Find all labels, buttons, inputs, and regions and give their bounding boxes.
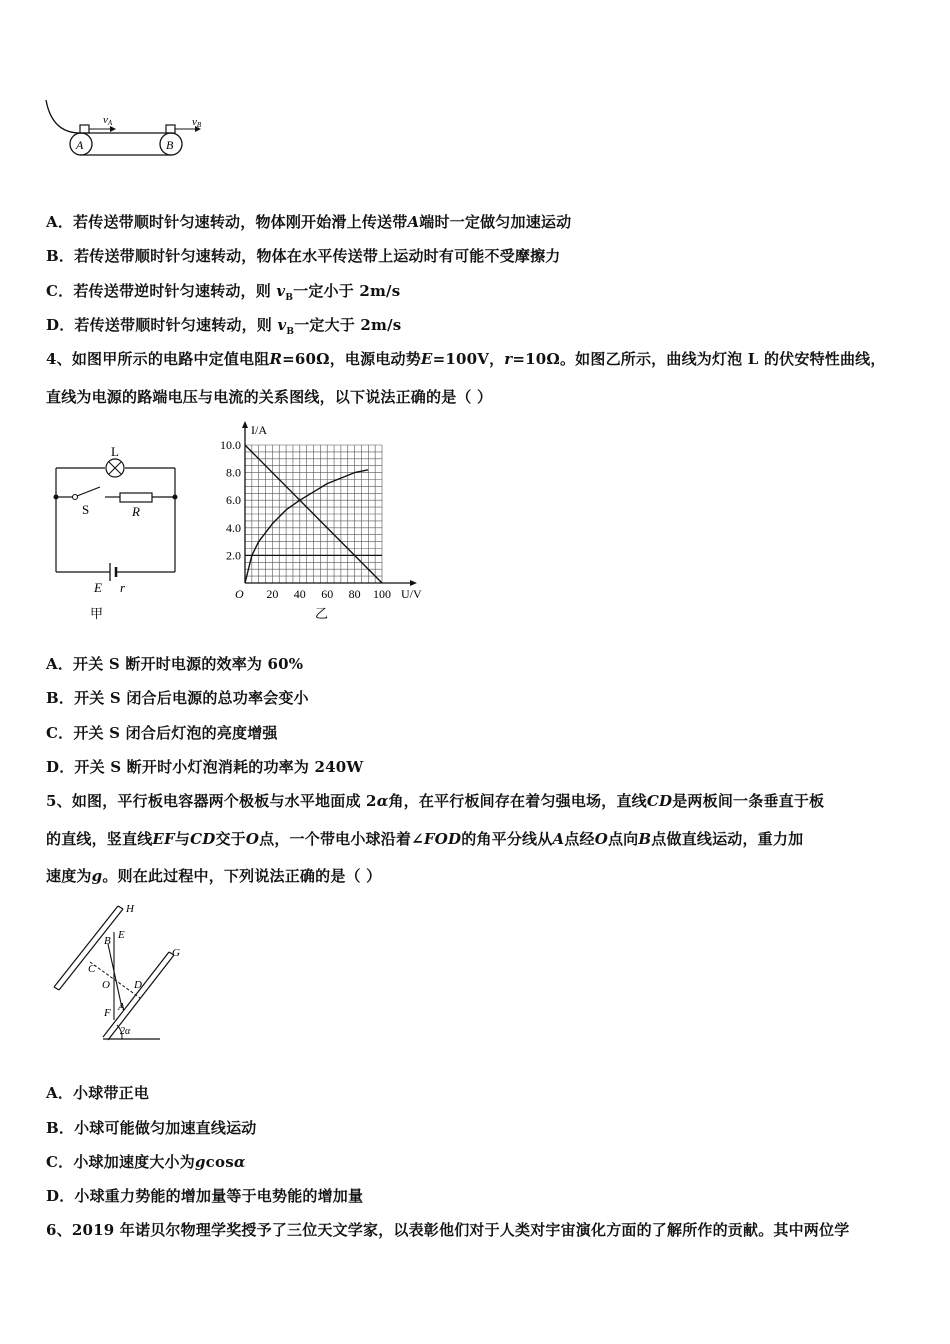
y-tick-label: 4.0 [226,520,241,535]
svg-text:O: O [102,979,110,991]
circuit-diagram [48,440,188,625]
resistor-label: R [132,504,140,519]
q5-stem-line2: 的直线，竖直线EF与CD交于O点，一个带电小球沿着∠FOD的角平分线从A点经O点向B点做直线运动，重力加 [46,830,804,848]
wheel-a-label: A [76,138,84,152]
q4-option-c: C．开关 S 闭合后灯泡的亮度增强 [46,724,278,742]
iv-chart [205,420,445,630]
q5-option-a: A．小球带正电 [46,1084,150,1102]
q5-stem-line3: 速度为g。则在此过程中，下列说法正确的是（ ） [46,867,382,885]
q5-option-c: C．小球加速度大小为gcosα [46,1153,246,1171]
wheel-b-label: B [166,138,174,152]
capacitor-figure [48,900,198,1045]
internal-resistance-label: r [120,580,126,595]
svg-text:C: C [88,963,96,975]
x-axis-label: U/V [401,587,422,601]
x-tick-label: 80 [348,587,361,601]
vb-label: v [192,116,197,128]
svg-text:D: D [134,979,142,991]
va-label: v [103,114,108,126]
switch-label: S [82,502,90,517]
circuit-caption: 甲 [90,607,104,622]
vb-sub: B [196,121,202,129]
q4-stem-line2: 直线为电源的路端电压与电流的关系图线，以下说法正确的是（ ） [46,388,493,406]
ramp-curve [46,100,80,133]
y-tick-label: 6.0 [226,493,241,508]
y-tick-label: 2.0 [226,548,241,563]
block-a [80,125,89,133]
svg-text:F: F [104,1007,111,1019]
y-tick-label: 8.0 [226,465,241,480]
x-tick-label: 40 [293,587,306,601]
y-tick-label: 10.0 [220,438,241,452]
emf-label: E [94,580,102,595]
q5-option-b: B．小球可能做匀加速直线运动 [46,1119,257,1137]
q4-stem-line1: 4、如图甲所示的电路中定值电阻R=60Ω，电源电动势E=100V，r=10Ω。如图乙所示，曲线为灯泡 L 的伏安特性曲线， [46,350,886,368]
q3-option-d: D．若传送带顺时针匀速转动，则 $v_B$一定大于 2m/s [46,316,402,337]
lamp-label: L [111,444,119,459]
x-tick-label: 60 [321,587,334,601]
svg-text:vA [103,114,113,127]
resistor-symbol [120,493,152,502]
q3-option-c: C．若传送带逆时针匀速转动，则 $v_B$一定小于 2m/s [46,282,401,303]
q6-stem-line1: 6、2019 年诺贝尔物理学奖授予了三位天文学家，以表彰他们对于人类对宇宙演化方面的了解所作的贡献。其中两位学 [46,1221,850,1239]
va-sub: A [107,119,113,127]
q3-option-a: A．若传送带顺时针匀速转动，物体刚开始滑上传送带A端时一定做匀加速运动 [46,213,572,231]
y-axis-label: I/A [251,423,267,437]
q3-option-b: B．若传送带顺时针匀速转动，物体在水平传送带上运动时有可能不受摩擦力 [46,247,561,265]
x-tick-label: 20 [266,587,279,601]
block-b [166,125,175,133]
svg-text:G: G [172,947,180,959]
svg-text:B: B [104,935,111,947]
q4-option-a: A．开关 S 断开时电源的效率为 60% [46,655,304,673]
q5-option-d: D．小球重力势能的增加量等于电势能的增加量 [46,1187,364,1205]
conveyor-belt-figure [40,95,220,165]
svg-text:2α: 2α [120,1026,131,1037]
svg-text:H: H [126,903,134,915]
svg-text:vB [192,116,202,129]
origin-label: O [235,587,244,601]
chart-caption: 乙 [315,607,329,622]
svg-text:E: E [118,929,125,941]
switch-symbol [73,495,78,500]
q5-stem-line1: 5、如图，平行板电容器两个极板与水平地面成 2α角，在平行板间存在着匀强电场，直线CD是两板间一条垂直于板 [46,792,825,810]
q4-option-d: D．开关 S 断开时小灯泡消耗的功率为 240W [46,758,364,776]
x-tick-label: 100 [373,587,391,601]
svg-text:A: A [118,1001,125,1013]
q4-option-b: B．开关 S 闭合后电源的总功率会变小 [46,689,309,707]
